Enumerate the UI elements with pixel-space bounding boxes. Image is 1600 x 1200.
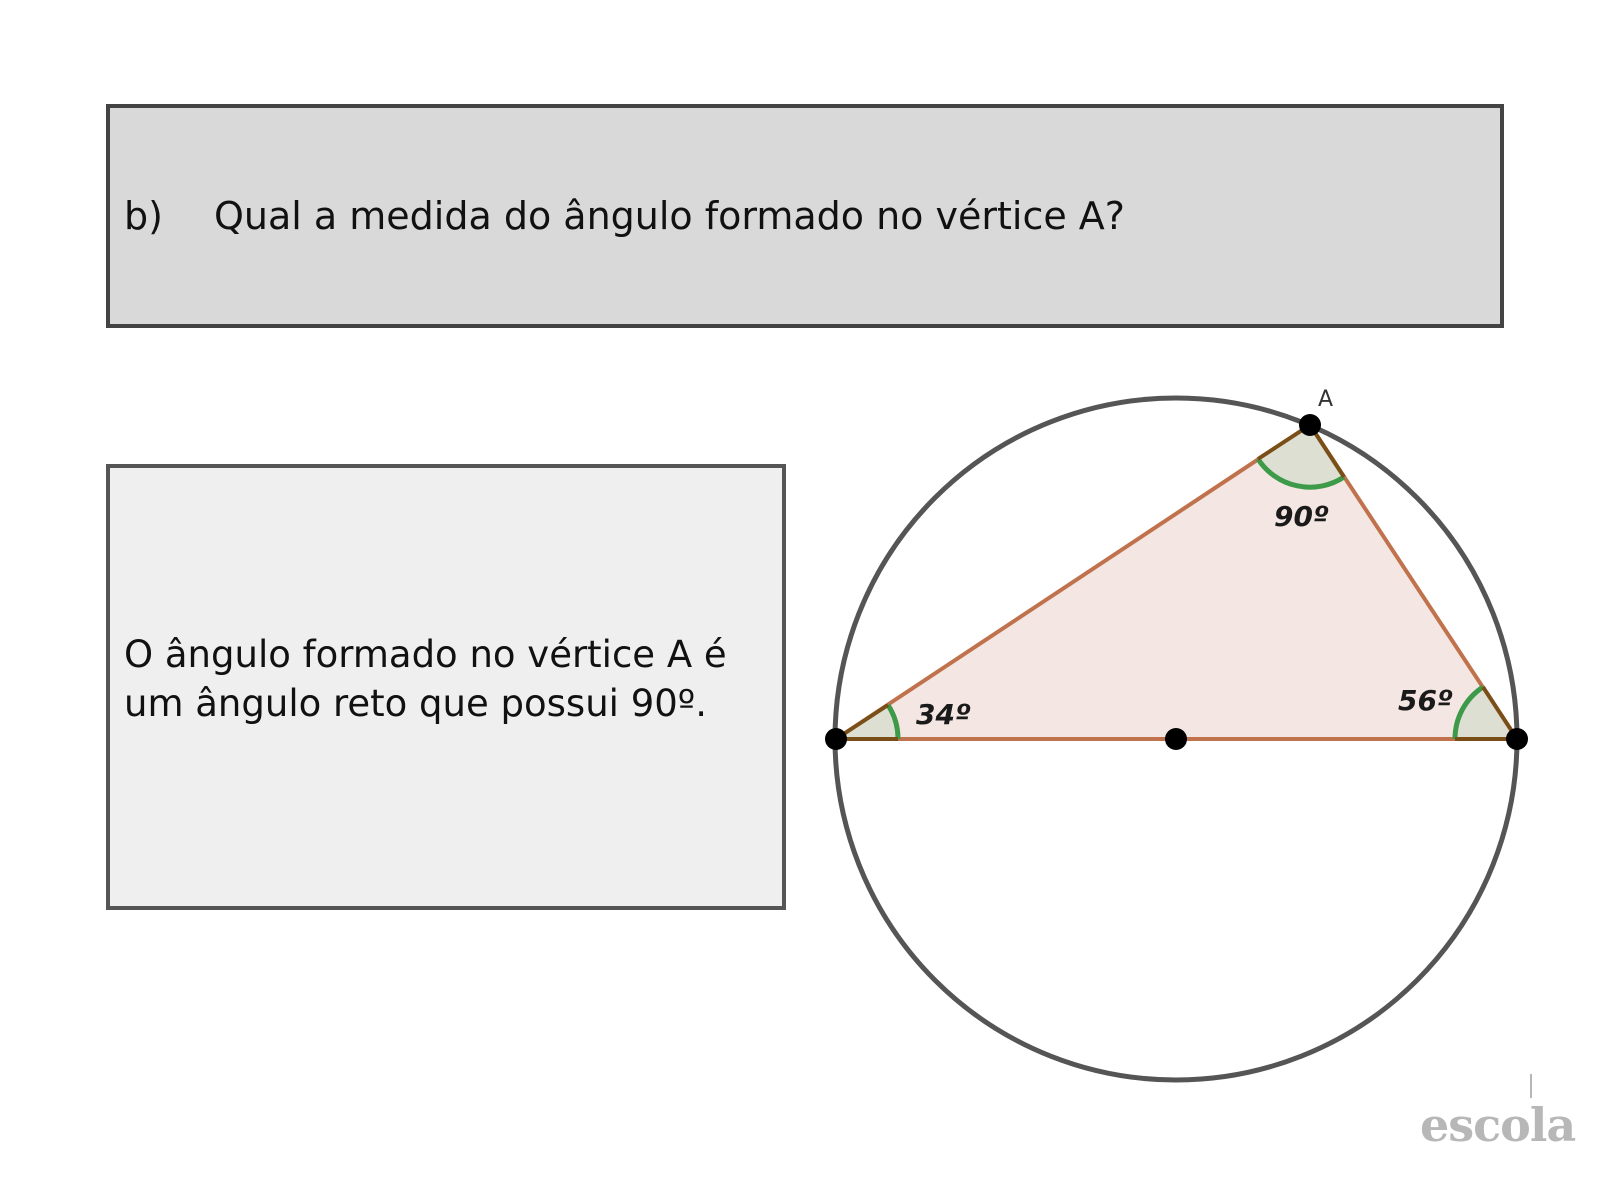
watermark-logo: escola [1420, 1098, 1576, 1152]
question-marker: b) [124, 194, 163, 238]
angle-label-right: 56º [1398, 684, 1453, 717]
answer-line-2: um ângulo reto que possui 90º. [124, 682, 707, 725]
answer-line-1: O ângulo formado no vértice A é [124, 633, 727, 676]
question-text: Qual a medida do ângulo formado no vértice A? [214, 194, 1125, 238]
angle-label-A: 90º [1274, 500, 1329, 533]
angle-label-left: 34º [916, 698, 971, 731]
vertex-point-left [825, 728, 847, 750]
vertex-point-A [1299, 414, 1321, 436]
watermark-tick [1530, 1074, 1532, 1098]
vertex-point-right [1506, 728, 1528, 750]
center-point [1165, 728, 1187, 750]
vertex-label-A: A [1318, 387, 1334, 412]
